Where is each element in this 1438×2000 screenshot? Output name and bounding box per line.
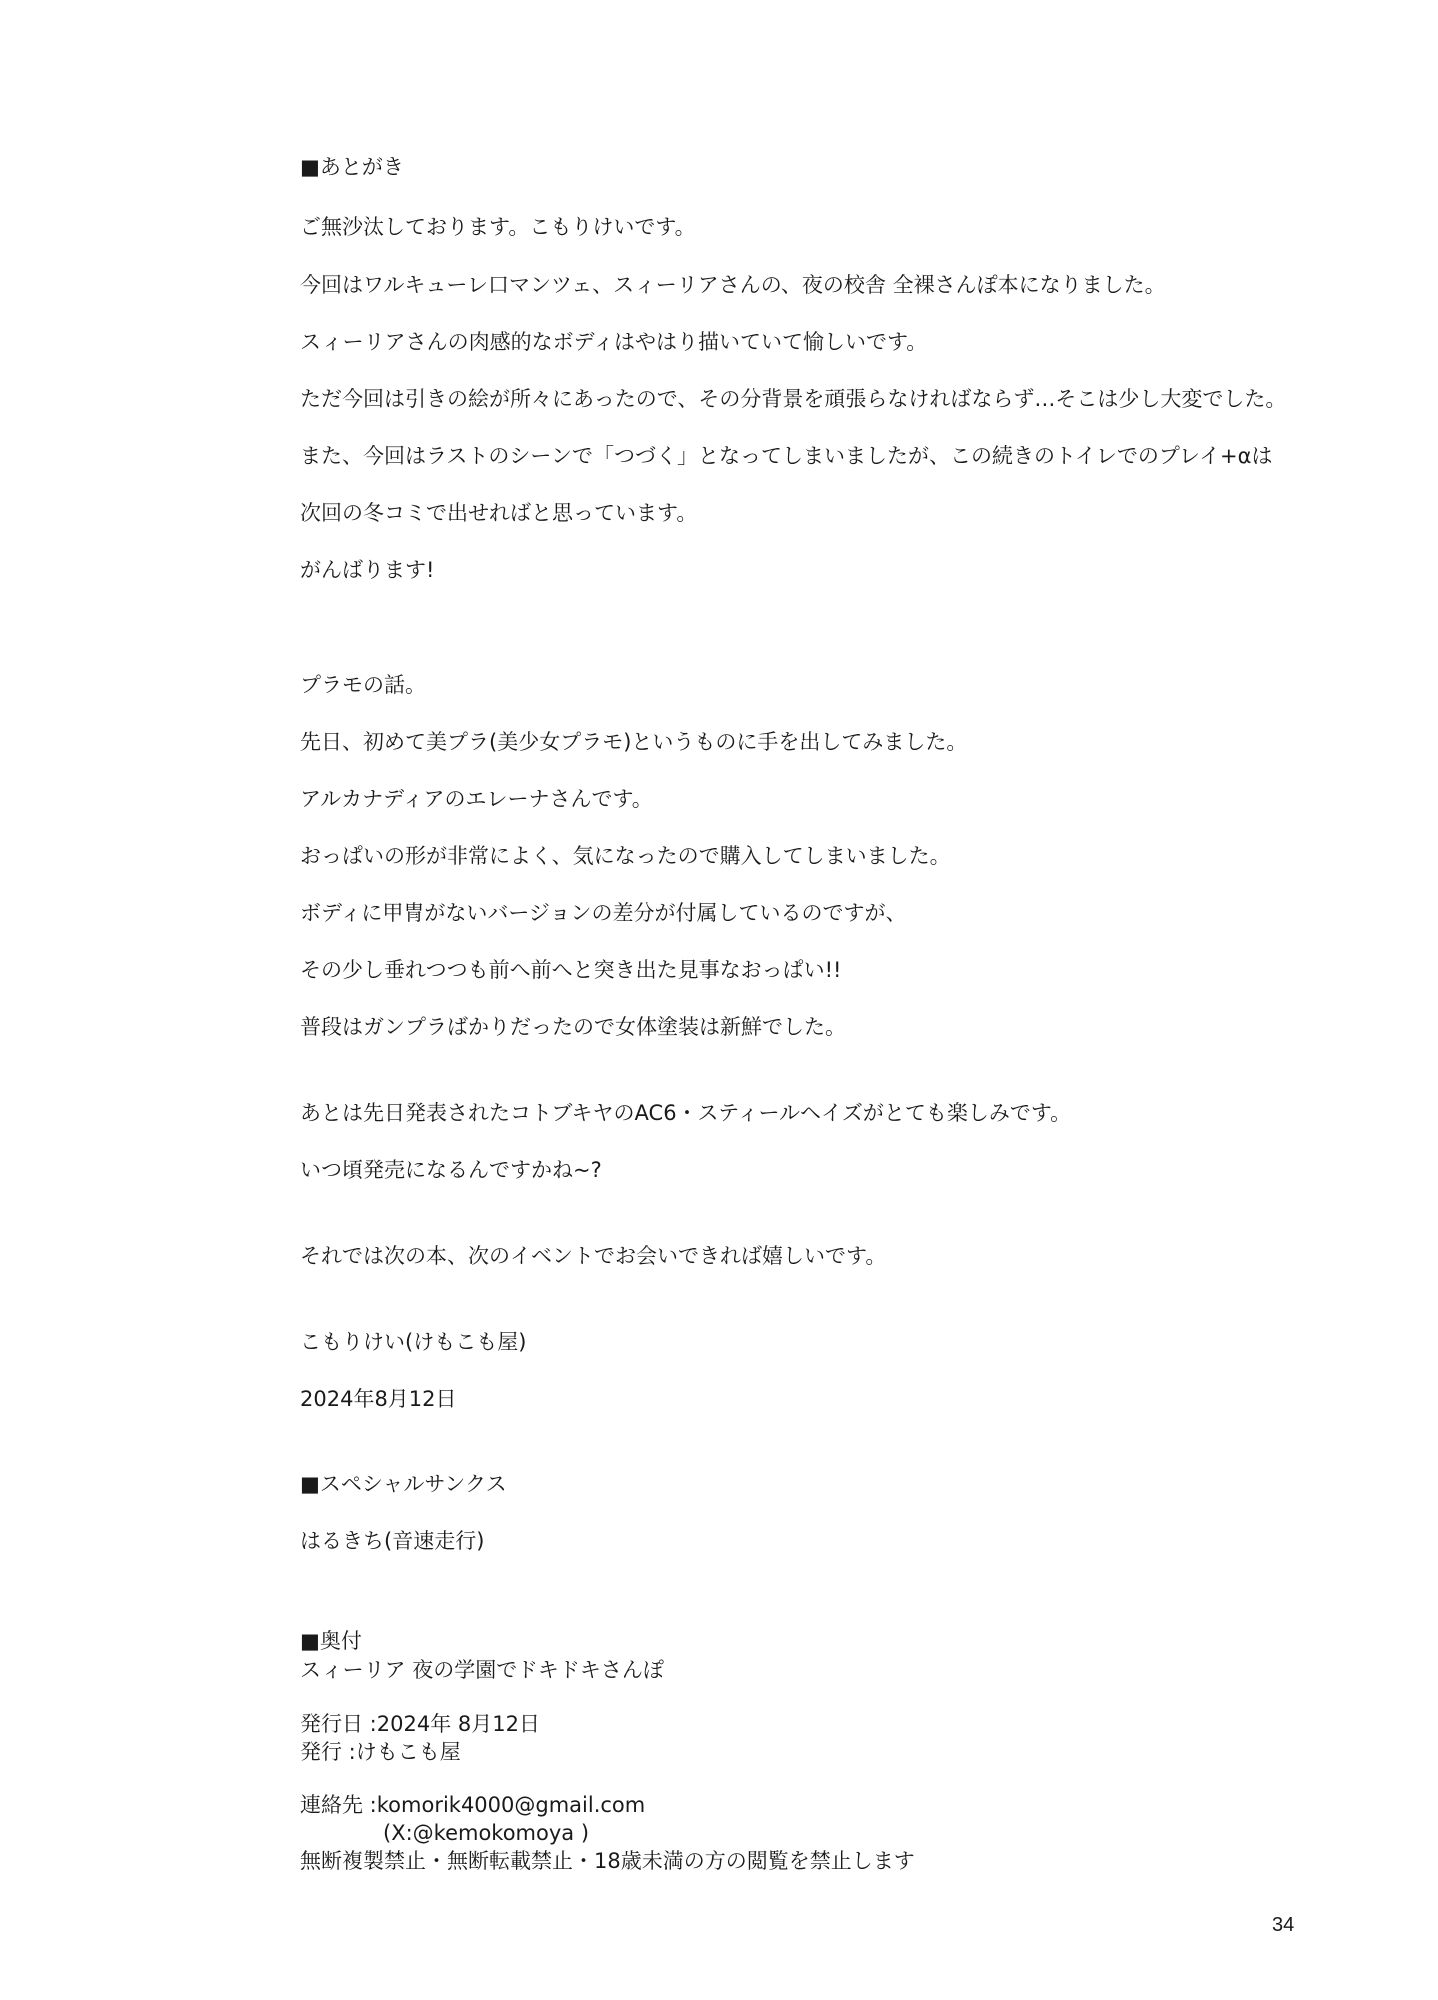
colophon-title: スィーリア 夜の学園でドキドキさんぽ	[300, 1658, 664, 1682]
signature-date: 2024年8月12日	[300, 1387, 457, 1411]
thanks-heading: ■スペシャルサンクス	[300, 1472, 507, 1496]
afterword-paragraph: また、今回はラストのシーンで「つづく」となってしまいましたが、この続きのトイレでのプレイ+αは	[300, 444, 1273, 468]
plamo-paragraph: アルカナディアのエレーナさんです。	[300, 787, 653, 811]
plamo-paragraph: あとは先日発表されたコトブキヤのAC6・スティールヘイズがとても楽しみです。	[300, 1101, 1072, 1125]
afterword-paragraph: スィーリアさんの肉感的なボディはやはり描いていて愉しいです。	[300, 330, 928, 354]
plamo-paragraph: いつ頃発売になるんですかね~?	[300, 1158, 602, 1182]
thanks-name: はるきち(音速走行)	[300, 1529, 485, 1553]
colophon-heading: ■奥付	[300, 1629, 362, 1653]
plamo-paragraph: 普段はガンプラばかりだったので女体塗装は新鮮でした。	[300, 1015, 846, 1039]
afterword-paragraph: 今回はワルキューレ口マンツェ、スィーリアさんの、夜の校舎 全裸さんぽ本になりました。	[300, 273, 1166, 297]
afterword-paragraph: ご無沙汰しております。こもりけいです。	[300, 215, 696, 239]
page-number: 34	[1272, 1914, 1295, 1936]
plamo-paragraph: ボディに甲冑がないバージョンの差分が付属しているのですが、	[300, 901, 907, 925]
colophon-publisher: 発行 :けもこも屋	[300, 1740, 461, 1764]
plamo-paragraph: その少し垂れつつも前へ前へと突き出た見事なおっぱい!!	[300, 958, 842, 982]
plamo-paragraph: それでは次の本、次のイベントでお会いできれば嬉しいです。	[300, 1244, 887, 1268]
colophon-published: 発行日 :2024年 8月12日	[300, 1712, 540, 1736]
afterword-heading: ■あとがき	[300, 155, 404, 179]
colophon-notice: 無断複製禁止・無断転載禁止・18歳未満の方の閲覧を禁止します	[300, 1849, 915, 1873]
plamo-paragraph: おっぱいの形が非常によく、気になったので購入してしまいました。	[300, 844, 951, 868]
afterword-paragraph: 次回の冬コミで出せればと思っています。	[300, 501, 698, 525]
colophon-contact: 連絡先 :komorik4000@gmail.com	[300, 1793, 646, 1817]
afterword-paragraph: がんばります!	[300, 558, 435, 582]
colophon-x-account: (X:@kemokomoya )	[383, 1821, 590, 1845]
author-signature: こもりけい(けもこも屋)	[300, 1330, 527, 1354]
plamo-paragraph: 先日、初めて美プラ(美少女プラモ)というものに手を出してみました。	[300, 730, 968, 754]
afterword-paragraph: ただ今回は引きの絵が所々にあったので、その分背景を頑張らなければならず…そこは少し大変でした。	[300, 387, 1287, 411]
plamo-paragraph: プラモの話。	[300, 673, 426, 697]
